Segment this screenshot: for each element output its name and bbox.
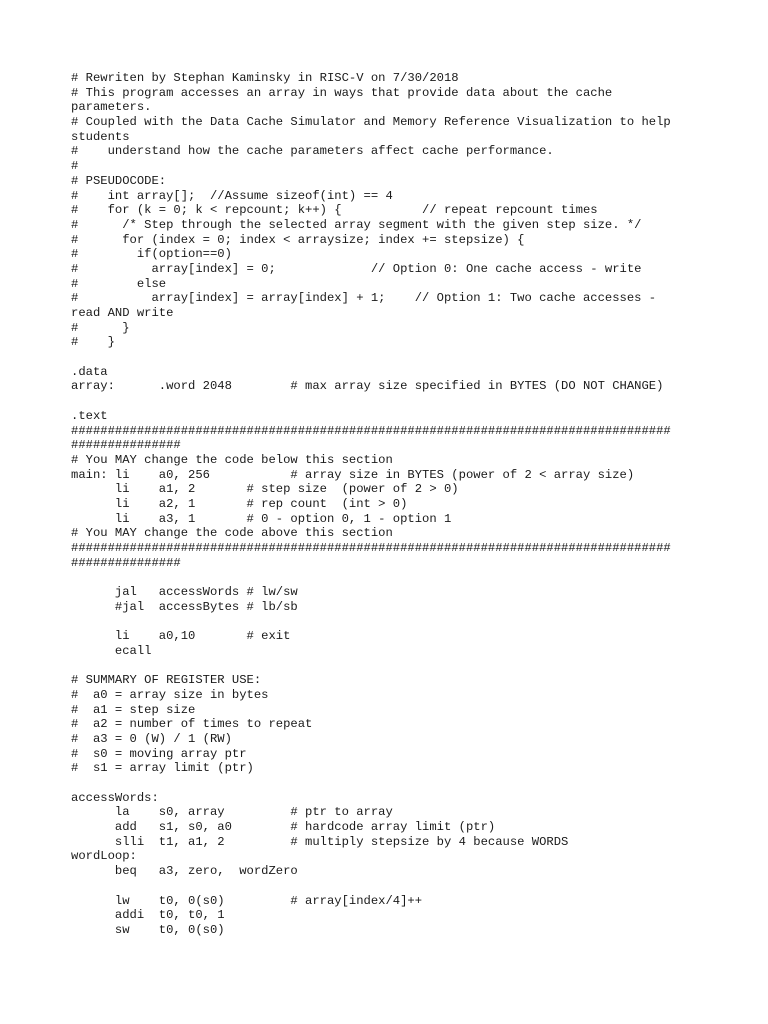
instruction-line: jal accessWords # lw/sw [71, 585, 298, 600]
register-summary-line: # a1 = step size [71, 702, 196, 717]
data-directive: .data [71, 364, 108, 379]
comment-line: # understand how the cache parameters affect cache performance. [71, 144, 554, 159]
pseudocode-line: # array[index] = 0; // Option 0: One cache access - write [71, 261, 642, 276]
pseudocode-line: # if(option==0) [71, 247, 232, 262]
pseudocode-line: # array[index] = array[index] + 1; // Option 1: Two cache accesses - [71, 291, 657, 306]
pseudocode-line: # else [71, 276, 167, 291]
pseudocode-line: read AND write [71, 306, 174, 320]
comment-line: students [71, 129, 130, 144]
separator-line: ################################################################################## [71, 423, 671, 438]
comment-line: # Coupled with the Data Cache Simulator and Memory Reference Visualization to help [71, 115, 671, 130]
pseudocode-line: # } [71, 335, 115, 350]
instruction-line: main: li a0, 256 # array size in BYTES (power of 2 < array size) [71, 467, 635, 482]
pseudocode-line: # for (k = 0; k < repcount; k++) { // repeat repcount times [71, 203, 598, 218]
comment-line: # [71, 159, 79, 174]
instruction-line: li a1, 2 # step size (power of 2 > 0) [71, 482, 459, 497]
instruction-line: beq a3, zero, wordZero [71, 864, 298, 879]
instruction-line: add s1, s0, a0 # hardcode array limit (ptr) [71, 820, 496, 835]
separator-line: ############### [71, 555, 181, 570]
blank-line [71, 879, 711, 894]
instruction-line: addi t0, t0, 1 [71, 908, 225, 923]
blank-line [71, 394, 711, 409]
comment-line: # This program accesses an array in ways that provide data about the cache [71, 85, 613, 100]
blank-line [71, 614, 711, 629]
instruction-line: #jal accessBytes # lb/sb [71, 599, 298, 614]
blank-line [71, 659, 711, 674]
instruction-line: li a0,10 # exit [71, 629, 291, 644]
comment-line: # Rewriten by Stephan Kaminsky in RISC-V on 7/30/2018 [71, 71, 459, 85]
pseudocode-line: # int array[]; //Assume sizeof(int) == 4 [71, 188, 393, 203]
instruction-line: ecall [71, 643, 152, 658]
register-summary-heading: # SUMMARY OF REGISTER USE: [71, 673, 262, 688]
comment-line: # You MAY change the code below this section [71, 452, 393, 467]
separator-line: ################################################################################## [71, 541, 671, 555]
register-summary-line: # s1 = array limit (ptr) [71, 761, 254, 776]
comment-line: # You MAY change the code above this section [71, 526, 393, 541]
label-line: accessWords: [71, 790, 159, 805]
instruction-line: sw t0, 0(s0) [71, 922, 225, 937]
register-summary-line: # a2 = number of times to repeat [71, 717, 313, 732]
comment-line: parameters. [71, 100, 152, 115]
array-declaration: array: .word 2048 # max array size specified in BYTES (DO NOT CHANGE) [71, 379, 664, 394]
code-document [71, 71, 711, 938]
instruction-line: slli t1, a1, 2 # multiply stepsize by 4 because WORDS [71, 834, 569, 849]
instruction-line: lw t0, 0(s0) # array[index/4]++ [71, 893, 423, 908]
register-summary-line: # s0 = moving array ptr [71, 746, 247, 761]
label-line: wordLoop: [71, 849, 137, 864]
text-directive: .text [71, 408, 108, 423]
blank-line [71, 570, 711, 585]
pseudocode-line: # } [71, 320, 130, 335]
pseudocode-line: # /* Step through the selected array segment with the given step size. */ [71, 217, 642, 232]
blank-line [71, 776, 711, 791]
blank-line [71, 350, 711, 365]
instruction-line: la s0, array # ptr to array [71, 805, 393, 820]
pseudocode-line: # for (index = 0; index < arraysize; index += stepsize) { [71, 232, 525, 247]
register-summary-line: # a3 = 0 (W) / 1 (RW) [71, 731, 232, 746]
separator-line: ############### [71, 438, 181, 453]
instruction-line: li a2, 1 # rep count (int > 0) [71, 496, 408, 511]
pseudocode-heading: # PSEUDOCODE: [71, 173, 167, 188]
instruction-line: li a3, 1 # 0 - option 0, 1 - option 1 [71, 511, 452, 526]
register-summary-line: # a0 = array size in bytes [71, 687, 269, 702]
